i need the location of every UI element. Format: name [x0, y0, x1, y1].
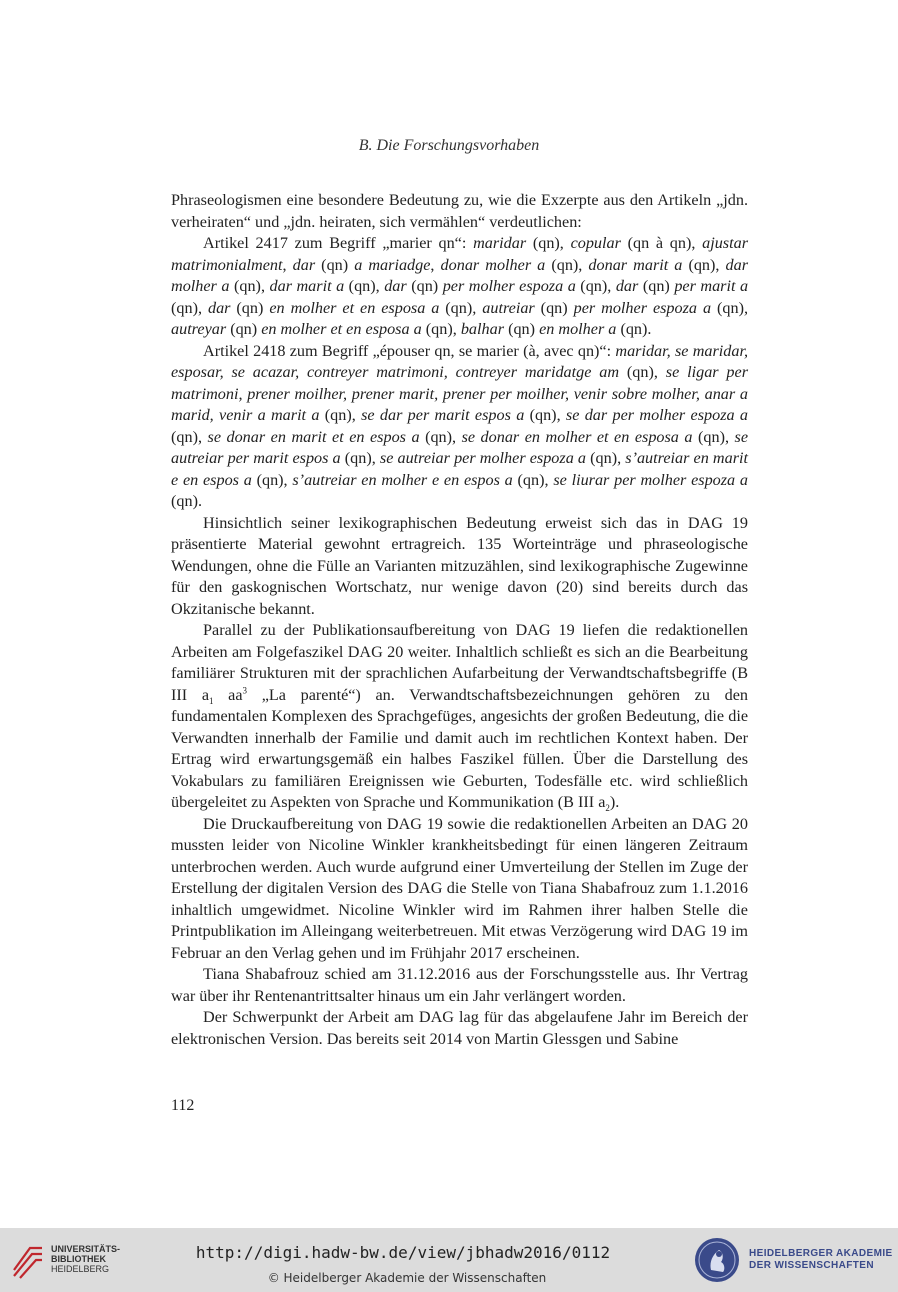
text-run: se dar per molher espoza a: [565, 406, 748, 424]
text-run: (qn),: [319, 406, 362, 424]
text-run: (qn),: [171, 427, 208, 446]
ub-wordmark-line: BIBLIOTHEK: [51, 1254, 106, 1264]
text-run: se autreiar per molher espoza a: [379, 449, 587, 467]
text-run: dar: [615, 277, 639, 295]
text-run: (qn),: [512, 470, 554, 489]
paragraph-5: [171, 620, 748, 814]
text-run: (qn à qn),: [620, 234, 703, 252]
ub-wordmark-line: HEIDELBERG: [51, 1264, 110, 1274]
hadw-seal-icon[interactable]: [693, 1236, 741, 1284]
text-run: (qn),: [419, 427, 462, 446]
text-run: (qn),: [421, 320, 461, 338]
text-run: maridar: [473, 234, 527, 252]
text-run: donar marit a: [588, 255, 683, 274]
text-run: en molher et en esposa a: [269, 298, 440, 317]
text-run: aa: [213, 685, 243, 704]
text-run: (qn),: [545, 255, 589, 274]
text-run: „La parenté“) an. Verwandtschaftsbezeichnungen gehören zu den fundamentalen Komplexen des Sprachgefüges, angesichts der großen Bedeutung, die die Verwandten innerhalb der Familie und damit auch im rechtlichen Kontext haben. Der Ertrag wird erwartungsgemäß ein halbes Faszikel füllen. Über die Darstellung des Vokabulars zu familiären Ereignissen wie Geburten, Todesfälle etc. wird schließlich übergeleitet zu Aspekten von Sprache und Kommunikation (B III a: [171, 685, 748, 811]
text-run: (qn),: [171, 298, 208, 317]
text-run: , autreiar: [472, 298, 535, 317]
text-run: s’autreiar en marit e en espos a: [171, 449, 749, 489]
paragraph-7: Tiana Shabafrouz schied am 31.12.2016 aus der Forschungsstelle aus. Ihr Vertrag war über ihr Rentenantrittsalter hinaus um ein Jahr verlängert worden.: [171, 965, 748, 1005]
running-header: B. Die Forschungsvorhaben: [358, 137, 540, 154]
paragraph-3: [171, 341, 748, 513]
superscript: 3: [242, 685, 248, 696]
text-run: (qn),: [682, 255, 726, 274]
text-run: (qn),: [575, 277, 616, 295]
text-run: donar molher a: [440, 255, 546, 274]
subscript: 1: [209, 695, 214, 706]
text-run: (qn): [711, 298, 744, 317]
text-run: ).: [609, 793, 620, 811]
text-run: (qn).: [616, 320, 652, 338]
paragraph-1: Phraseologismen eine besondere Bedeutung zu, wie die Exzerpte aus den Artikeln „jdn. verheiraten“ und „jdn. heiraten, sich vermählen“ verdeutlichen:: [171, 191, 748, 231]
permalink-url[interactable]: http://digi.hadw-bw.de/view/jbhadw2016/0112: [195, 1243, 611, 1262]
text-run: ajustar matrimonialment: [171, 234, 749, 274]
text-run: (qn): [534, 298, 574, 317]
text-run: (qn),: [340, 449, 380, 467]
text-run: per molher espoza a: [442, 277, 576, 295]
text-run: (qn),: [344, 277, 385, 295]
text-run: se ligar per matrimoni, prener moilher, prener marit, prener per moilher, venir sobre molher, anar a marid, venir a marit a: [171, 363, 749, 424]
text-run: se donar en molher et en esposa a: [461, 427, 693, 446]
text-run: (qn),: [251, 470, 293, 489]
text-run: dar marit a: [269, 277, 345, 295]
text-run: dar molher a: [171, 255, 749, 295]
text-run: (qn): [226, 320, 262, 338]
text-run: (qn),: [229, 277, 270, 295]
viewer-footer: [0, 1228, 898, 1292]
text-run: en molher et en esposa a: [261, 320, 422, 338]
page-number: 112: [171, 1097, 195, 1114]
text-run: dar: [292, 255, 316, 274]
text-run: en molher a: [539, 320, 617, 338]
body-text: [171, 190, 748, 1050]
copyright-notice: © Heidelberger Akademie der Wissenschaften: [267, 1271, 547, 1285]
hadw-wordmark-line: DER WISSENSCHAFTEN: [749, 1260, 874, 1271]
text-run: ,: [282, 255, 293, 274]
text-run: ,: [430, 255, 441, 274]
text-run: , autreyar: [171, 298, 749, 338]
text-run: (qn): [439, 298, 473, 317]
text-run: a mariadge: [354, 255, 431, 274]
text-run: se donar en marit et en espos a: [207, 427, 420, 446]
hadw-wordmark[interactable]: [749, 1248, 893, 1272]
text-run: se autreiar per marit espos a: [171, 427, 748, 467]
text-run: se liurar per molher espoza a: [553, 470, 749, 489]
paragraph-4: Hinsichtlich seiner lexikographischen Bedeutung erweist sich das in DAG 19 präsentierte Material gewohnt ertragreich. 135 Worteinträge und phraseologische Wendungen, ohne die Fülle an Varianten mitzuzählen, sind lexikographische Zugewinne für den gaskognischen Wortschatz, nur wenige davon (20) sind bereits durch das Okzitanische bekannt.: [171, 513, 748, 618]
text-run: per molher espoza a: [573, 298, 712, 317]
text-run: (qn),: [526, 234, 571, 252]
text-run: (qn): [504, 320, 540, 338]
paragraph-2: [171, 233, 748, 341]
text-run: dar: [207, 298, 231, 317]
text-run: maridar, se maridar, esposar, se acazar, contreyer matrimoni, contreyer maridatge am: [171, 341, 749, 381]
text-run: copular: [570, 234, 621, 252]
text-run: (qn),: [586, 449, 626, 467]
text-run: Parallel zu der Publikationsaufbereitung von DAG 19 liefen die redaktionellen Arbeiten am Folgefaszikel DAG 20 weiter. Inhaltlich schließt es sich an die Bearbeitung familiärer Strukturen mit der sprachlichen Aufarbeitung der Verwandtschaftsbegriffe (B III a: [171, 621, 748, 704]
text-run: (qn),: [619, 363, 666, 381]
paragraph-8: Der Schwerpunkt der Arbeit am DAG lag für das abgelaufene Jahr im Bereich der elektronischen Version. Das bereits seit 2014 von Martin Glessgen und Sabine: [171, 1008, 748, 1048]
text-run: s’autreiar en molher e en espos a: [292, 470, 513, 489]
text-run: (qn): [230, 298, 270, 317]
text-run: (qn).: [171, 492, 203, 510]
text-run: (qn),: [524, 406, 566, 424]
text-run: Artikel 2417 zum Begriff „marier qn“:: [203, 234, 474, 252]
text-run: per marit a: [674, 277, 749, 295]
text-run: (qn): [406, 277, 443, 295]
hadw-wordmark-line: HEIDELBERGER AKADEMIE: [749, 1248, 893, 1259]
text-run: dar: [384, 277, 407, 295]
ub-wordmark-line: UNIVERSITÄTS-: [51, 1244, 121, 1254]
text-run: (qn): [315, 255, 355, 274]
text-run: balhar: [460, 320, 505, 338]
text-run: (qn),: [692, 427, 735, 446]
text-run: (qn): [638, 277, 675, 295]
subscript: 2: [605, 803, 610, 814]
paragraph-6: Die Druckaufbereitung von DAG 19 sowie die redaktionellen Arbeiten an DAG 20 mussten leider von Nicoline Winkler krankheitsbedingt für einen längeren Zeitraum unterbrochen werden. Auch wurde aufgrund einer Umverteilung der Stellen im Zuge der Erstellung der digitalen Version des DAG die Stelle von Tiana Shabafrouz zum 1.1.2016 inhaltlich umgewidmet. Nicoline Winkler wird im Rahmen ihrer halben Stelle die Printpublikation im Alleingang weiterbetreuen. Mit etwas Verzögerung wird DAG 19 im Februar an den Verlag gehen und im Frühjahr 2017 erscheinen.: [171, 814, 748, 962]
text-run: Artikel 2418 zum Begriff „épouser qn, se marier (à, avec qn)“:: [203, 341, 616, 360]
text-run: se dar per marit espos a: [361, 406, 525, 424]
